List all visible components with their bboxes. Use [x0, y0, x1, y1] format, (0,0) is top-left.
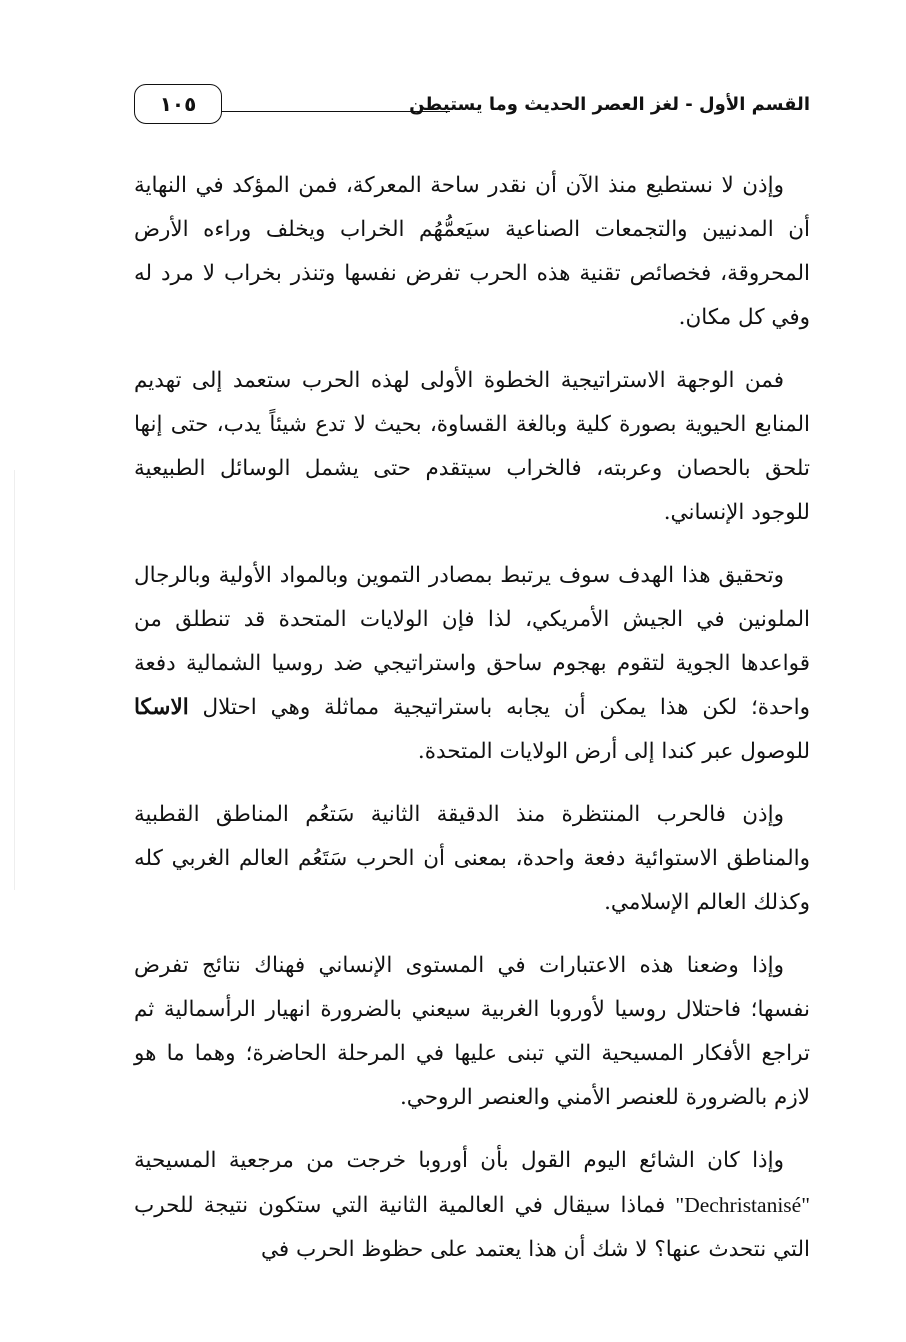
paragraph-5 — [134, 944, 810, 1120]
paragraph-6 — [134, 1139, 810, 1272]
paragraph-3-bold-word: الاسكا — [134, 695, 189, 720]
body-text — [134, 164, 810, 1291]
header-rule — [222, 111, 450, 112]
scan-edge-mark — [14, 470, 15, 890]
paragraph-3 — [134, 554, 810, 774]
paragraph-6-text-before: وإذا كان الشائع اليوم القول بأن أوروبا خرجت من مرجعية المسيحية — [134, 1148, 784, 1173]
paragraph-6-latin-term: "Dechristanisé" — [675, 1193, 810, 1217]
page-number: ١٠٥ — [159, 92, 197, 116]
paragraph-1-text: وإذن لا نستطيع منذ الآن أن نقدر ساحة المعركة، فمن المؤكد في النهاية أن المدنيين والتجمعات الصناعية سيَعمُّهُم الخراب ويخلف وراءه الأرض المحروقة، فخصائص تقنية هذه الحرب تفرض نفسها وتنذر بخراب لا مرد له وفي كل مكان. — [134, 173, 810, 330]
page-number-box — [134, 84, 222, 124]
paragraph-1 — [134, 164, 810, 340]
paragraph-5-text: وإذا وضعنا هذه الاعتبارات في المستوى الإنساني فهناك نتائج تفرض نفسها؛ فاحتلال روسيا لأوروبا الغربية سيعني بالضرورة انهيار الرأسمالية ثم تراجع الأفكار المسيحية التي تبنى عليها في المرحلة الحاضرة؛ وهما ما هو لازم بالضرورة للعنصر الأمني والعنصر الروحي. — [134, 953, 810, 1110]
page-header — [134, 84, 810, 130]
paragraph-2 — [134, 359, 810, 535]
paragraph-3-text-before: وتحقيق هذا الهدف سوف يرتبط بمصادر التموين وبالمواد الأولية وبالرجال الملونين في الجيش الأمريكي، لذا فإن الولايات المتحدة قد تنطلق من قواعدها الجوية لتقوم بهجوم ساحق واستراتيجي ضد روسيا الشمالية دفعة واحدة؛ لكن هذا يمكن أن يجابه باستراتيجية مماثلة وهي احتلال — [134, 563, 810, 720]
paragraph-6-text-after: فماذا سيقال في العالمية الثانية التي ستكون نتيجة للحرب التي نتحدث عنها؟ لا شك أن هذا يعتمد على حظوظ الحرب في — [134, 1193, 810, 1262]
paragraph-4 — [134, 793, 810, 925]
paragraph-3-text-after: للوصول عبر كندا إلى أرض الولايات المتحدة. — [417, 739, 810, 764]
paragraph-4-text: وإذن فالحرب المنتظرة منذ الدقيقة الثانية سَتعُم المناطق القطبية والمناطق الاستوائية دفعة واحدة، بمعنى أن الحرب سَتَعُم العالم الغربي كله وكذلك العالم الإسلامي. — [134, 802, 810, 915]
paragraph-2-text: فمن الوجهة الاستراتيجية الخطوة الأولى لهذه الحرب ستعمد إلى تهديم المنابع الحيوية بصورة كلية وبالغة القساوة، بحيث لا تدع شيئاً يدب، حتى إنها تلحق بالحصان وعربته، فالخراب سيتقدم حتى يشمل الوسائل الطبيعية للوجود الإنساني. — [134, 368, 810, 525]
running-title: القسم الأول - لغز العصر الحديث وما يستبطن — [409, 94, 810, 115]
